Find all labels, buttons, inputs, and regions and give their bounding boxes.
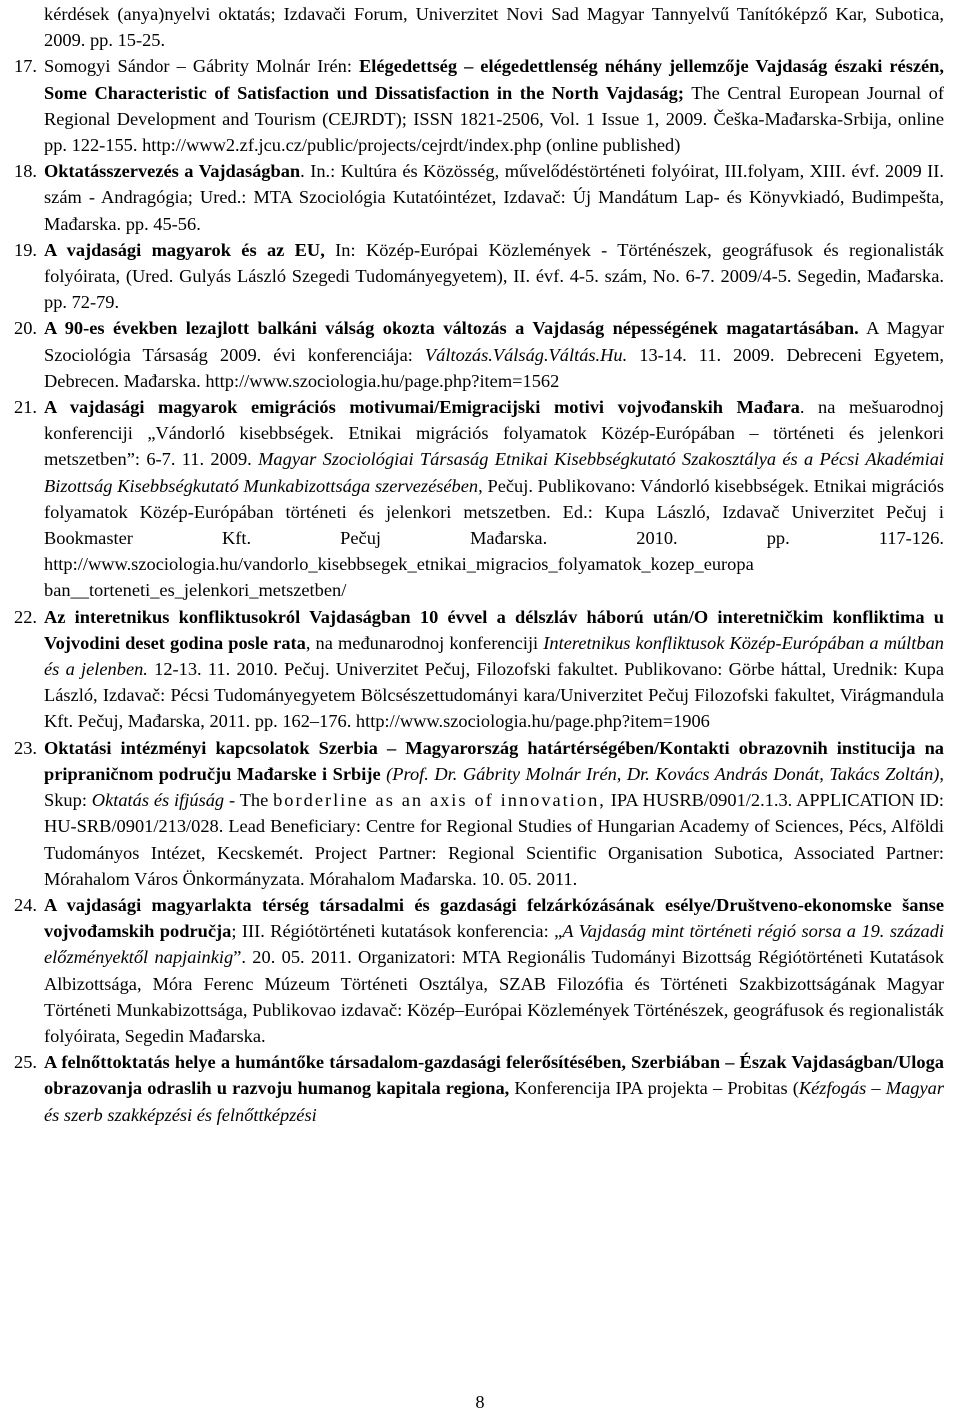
reference-italic: (Prof. Dr. Gábrity Molnár Irén, Dr. Kovács András Donát, Takács Zoltán) (380, 763, 940, 784)
reference-title: A vajdasági magyarok és az EU, (44, 239, 325, 260)
reference-details: , Skup: (44, 763, 944, 811)
reference-number: 25. (14, 1052, 37, 1073)
reference-details-2: Pečuj. Publikovano: Vándorló kisebbségek. Etnikai migrációs folyamatok Közép-Európában történeti és jelenkori metszetben. Ed.: Kupa László, Izdavač Univerzitet Pečuj i Bookmaster Kft. Pečuj Mađarska. 2010. pp. 117-126. http://www.szociologia.hu/vandorlo_kisebbsegek_etnikai_migracios_folyamatok_kozep_europa ban__torteneti_es_jelenkori_metszetben/ (44, 475, 944, 601)
reference-17 (14, 53, 944, 158)
reference-number: 23. (14, 737, 37, 758)
reference-details: ; III. Régiótörténeti kutatások konferencia: „ (231, 921, 563, 942)
reference-23 (14, 735, 944, 892)
reference-spaced: borderline as an axis of innovation, (273, 790, 606, 811)
reference-number: 17. (14, 56, 37, 77)
reference-22 (14, 604, 944, 735)
reference-details: Konferencija IPA projekta – Probitas ( (509, 1078, 799, 1099)
reference-19 (14, 237, 944, 316)
page-number: 8 (475, 1392, 485, 1412)
reference-details-2: 12-13. 11. 2010. Pečuj. Univerzitet Pečuj, Filozofski fakultet. Publikovano: Görbe háttal, Urednik: Kupa László, Izdavač: Pécsi Tudományegyetem Bölcsészettudományi kara/Univerzitet Pečuj Filozofski fakultet, Virágmandula Kft. Pečuj, Mađarska, 2011. pp. 162–176. http://www.szociologia.hu/page.php?item=1906 (44, 659, 944, 732)
reference-number: 22. (14, 606, 37, 627)
reference-italic-2: Oktatás és ifjúság (91, 790, 225, 811)
reference-number: 20. (14, 318, 37, 339)
reference-number: 18. (14, 161, 37, 182)
reference-details-2: ”. 20. 05. 2011. Organizatori: MTA Regionális Tudományi Bizottság Régiótörténeti Kutatások Albizottsága, Móra Ferenc Múzeum Történeti Osztálya, SZAB Filozófia és Történeti Szakbizottságának Magyar Történeti Munkabizottsága, Publikovao izdavač: Közép–Európai Közlemények Történészek, geográfusok és regionalisták folyóirata, Segedin Mađarska. (44, 947, 944, 1046)
reference-title: Oktatási intézményi kapcsolatok Szerbia – Magyarország határtérségében/Kontakti obrazovnih institucija na pripraničnom području Mađarske i Srbije (44, 737, 944, 784)
reference-details: A Magyar Szociológia Társaság 2009. évi konferenciája: (44, 318, 944, 365)
reference-number: 24. (14, 894, 37, 915)
reference-number: 21. (14, 397, 37, 418)
reference-details-2: - The (224, 790, 274, 811)
reference-20 (14, 315, 944, 394)
continued-text: kérdések (anya)nyelvi oktatás; Izdavači Forum, Univerzitet Novi Sad Magyar Tannyelvű Tanítóképző Kar, Subotica, 2009. pp. 15-25. (44, 4, 944, 51)
reference-title: Oktatásszervezés a Vajdaságban (44, 161, 301, 182)
reference-details-2: 13-14. 11. 2009. Debreceni Egyetem, Debrecen. Mađarska. http://www.szociologia.hu/page.php?item=1562 (44, 344, 944, 391)
reference-title: A vajdasági magyarlakta térség társadalmi és gazdasági felzárkózásának esélye/Društveno-ekonomske šanse vojvođamskih područja (44, 894, 944, 942)
reference-title: Az interetnikus konfliktusokról Vajdaságban 10 évvel a délszláv háború után/O interetničkim konfliktima u Vojvodini deset godina posle rata (44, 606, 944, 653)
reference-details-3: IPA HUSRB/0901/2.1.3. APPLICATION ID: HU-SRB/0901/213/028. Lead Beneficiary: Centre for Regional Studies of Hungarian Academy of Sciences, Pécs, Alföldi Tudományos Intézet, Kecskemét. Project Partner: Regional Scientific Organisation Subotica, Associated Partner: Mórahalom Város Önkormányzata. Mórahalom Mađarska. 10. 05. 2011. (44, 790, 944, 889)
reference-list (14, 1, 944, 1128)
reference-details: , na međunarodnoj konferenciji (305, 632, 544, 653)
reference-italic: Interetnikus konfliktusok Közép-Európában a múltban és a jelenben. (44, 632, 944, 680)
reference-italic: A Vajdaság mint történeti régió sorsa a 19. századi előzményektől napjainkig (44, 921, 944, 968)
reference-italic: Kézfogás – Magyar és szerb szakképzési és felnőttképzési (44, 1078, 944, 1125)
reference-number: 19. (14, 239, 37, 260)
reference-details: . na mešuarodnoj konferenciji „Vándorló kisebbségek. Etnikai migrációs folyamatok Közép-Európában – történeti és jelenkori metszetben”: 6-7. 11. 2009. (44, 397, 944, 470)
reference-italic: Változás.Válság.Váltás.Hu. (424, 344, 628, 365)
continued-reference (14, 1, 944, 53)
reference-details: . In.: Kultúra és Közösség, művelődéstörténeti folyóirat, III.folyam, XIII. évf. 2009 II. szám - Andragógia; Ured.: MTA Szociológia Kutatóintézet, Izdavač: Új Mandátum Lap- és Könyvkiadó, Budimpešta, Mađarska. pp. 45-56. (44, 161, 944, 234)
reference-21 (14, 394, 944, 604)
reference-title: Elégedettség – elégedettlenség néhány jellemzője Vajdaság északi részén, Some Characteristic of Satisfaction und Dissatisfaction in the North Vajdaság; (44, 56, 944, 103)
reference-title: A 90-es években lezajlott balkáni válság okozta változás a Vajdaság népességének magatartásában. (44, 318, 859, 339)
reference-details: The Central European Journal of Regional Development and Tourism (CEJRDT); ISSN 1821-2506, Vol. 1 Issue 1, 2009. Češka-Mađarska-Srbija, online pp. 122-155. http://www2.zf.jcu.cz/public/projects/cejrdt/index.php (online published) (44, 82, 944, 156)
reference-authors: Somogyi Sándor – Gábrity Molnár Irén: (44, 56, 359, 77)
reference-24 (14, 892, 944, 1049)
reference-title: A felnőttoktatás helye a humántőke társadalom-gazdasági felerősítésében, Szerbiában – Észak Vajdaságban/Uloga obrazovanja odraslih u razvoju humanog kapitala regiona, (44, 1052, 944, 1099)
reference-18 (14, 158, 944, 237)
reference-italic: Magyar Szociológiai Társaság Etnikai Kisebbségkutató Szakosztálya és a Pécsi Akadémiai Bizottság Kisebbségkutató Munkabizottsága szervezésében, (44, 449, 945, 496)
reference-25 (14, 1049, 944, 1128)
reference-title: A vajdasági magyarok emigrációs motivumai/Emigracijski motivi vojvođanskih Mađara (44, 397, 800, 418)
reference-details: In: Közép-Európai Közlemények - Történészek, geográfusok és regionalisták folyóirata, (Ured. Gulyás László Szegedi Tudományegyetem), II. évf. 4-5. szám, No. 6-7. 2009/4-5. Segedin, Mađarska. pp. 72-79. (44, 239, 944, 313)
